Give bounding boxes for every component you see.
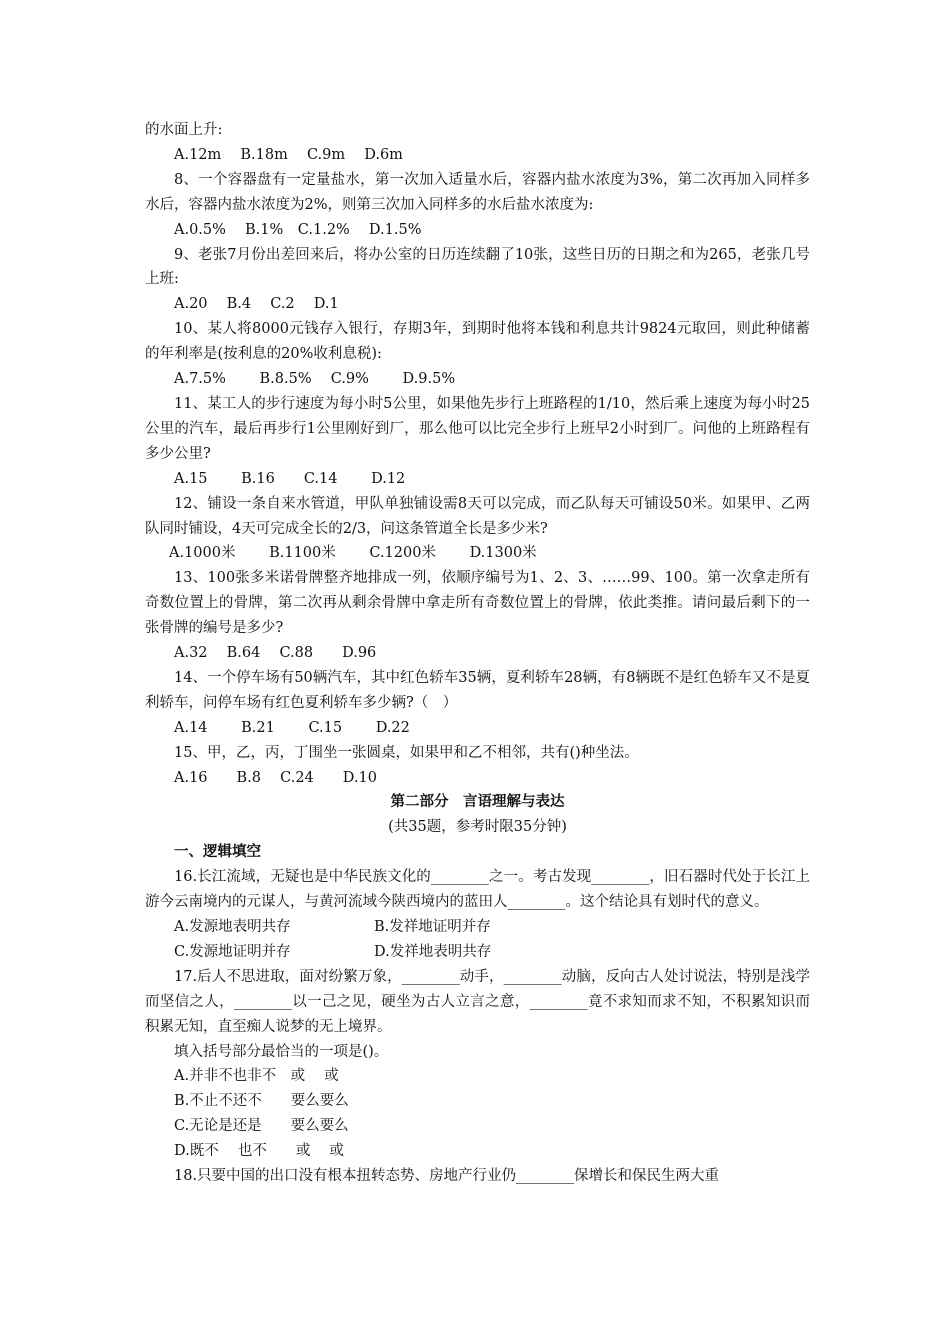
q16-options-row2 <box>145 940 810 965</box>
q17-prompt: 填入括号部分最恰当的一项是()。 <box>174 1043 389 1060</box>
q12-text: 12、铺设一条自来水管道，甲队单独铺设需8天可以完成，而乙队每天可铺设50米。如果甲、乙两队同时铺设，4天可完成全长的2/3，问这条管道全长是多少米? <box>145 495 810 537</box>
q11-options: A.15 B.16 C.14 D.12 <box>174 470 406 487</box>
q16-option-b: B.发祥地证明并存 <box>374 919 491 935</box>
q16-text: 16.长江流域，无疑也是中华民族文化的________之一。考古发现________，旧石器时代处于长江上游今云南境内的元谋人，与黄河流域今陕西境内的蓝田人________。这个结论具有划时代的意义。 <box>145 869 810 911</box>
document-page <box>145 118 810 1189</box>
q18-text: 18.只要中国的出口没有根本扭转态势、房地产行业仍________保增长和保民生两大重 <box>174 1168 720 1185</box>
part2-subtitle: (共35题，参考时限35分钟) <box>388 819 567 836</box>
section-heading: 一、逻辑填空 <box>174 843 261 861</box>
q7-continuation: 的水面上升: <box>145 122 223 138</box>
q16-option-a: A.发源地表明共存 <box>174 919 291 935</box>
q16-option-d: D.发祥地表明共存 <box>374 943 492 960</box>
q14-options: A.14 B.21 C.15 D.22 <box>174 719 410 736</box>
q16-option-c: C.发源地证明并存 <box>174 943 291 960</box>
q10-options: A.7.5% B.8.5% C.9% D.9.5% <box>174 371 456 388</box>
q17-option-d: D.既不 也不 或 或 <box>174 1143 344 1160</box>
q13-options: A.32 B.64 C.88 D.96 <box>174 645 377 662</box>
q15-text: 15、甲，乙，丙，丁围坐一张圆桌，如果甲和乙不相邻，共有()种坐法。 <box>174 744 639 761</box>
q17-option-a: A.并非不也非不 或 或 <box>174 1068 339 1085</box>
q11-text: 11、某工人的步行速度为每小时5公里，如果他先步行上班路程的1/10，然后乘上速度为每小时25公里的汽车，最后再步行1公里刚好到厂，那么他可以比完全步行上班早2小时到厂。问他的上班路程有多少公里? <box>145 395 810 462</box>
q15-options: A.16 B.8 C.24 D.10 <box>174 769 377 786</box>
q14-text: 14、一个停车场有50辆汽车，其中红色轿车35辆，夏利轿车28辆，有8辆既不是红色轿车又不是夏利轿车，问停车场有红色夏利轿车多少辆?（ ） <box>145 669 810 711</box>
q10-text: 10、某人将8000元钱存入银行，存期3年，到期时他将本钱和利息共计9824元取回，则此种储蓄的年利率是(按利息的20%收利息税): <box>145 321 810 363</box>
part2-title: 第二部分 言语理解与表达 <box>390 793 565 811</box>
q9-text: 9、老张7月份出差回来后，将办公室的日历连续翻了10张，这些日历的日期之和为265，老张几号上班: <box>145 246 810 288</box>
q17-option-b: B.不止不还不 要么要么 <box>174 1093 349 1110</box>
q16-options-row1 <box>145 915 810 940</box>
q17-text: 17.后人不思进取，面对纷繁万象，________动手，________动脑，反向古人处讨说法，特别是浅学而坚信之人，________以一己之见，硬坐为古人立言之意，________竟不求知而求不知，不积累知识而积累无知，直至痴人说梦的无上境界。 <box>145 968 810 1035</box>
q7-options: A.12m B.18m C.9m D.6m <box>174 146 403 163</box>
q12-options: A.1000米 B.1100米 C.1200米 D.1300米 <box>169 545 537 562</box>
q17-option-c: C.无论是还是 要么要么 <box>174 1118 349 1135</box>
q9-options: A.20 B.4 C.2 D.1 <box>174 296 339 313</box>
q13-text: 13、100张多米诺骨牌整齐地排成一列，依顺序编号为1、2、3、……99、100。第一次拿走所有奇数位置上的骨牌，第二次再从剩余骨牌中拿走所有奇数位置上的骨牌，依此类推。请问最后剩下的一张骨牌的编号是多少? <box>145 570 810 637</box>
q8-text: 8、一个容器盘有一定量盐水，第一次加入适量水后，容器内盐水浓度为3%，第二次再加入同样多水后，容器内盐水浓度为2%，则第三次加入同样多的水后盐水浓度为: <box>145 171 810 213</box>
q8-options: A.0.5% B.1% C.1.2% D.1.5% <box>174 221 422 238</box>
